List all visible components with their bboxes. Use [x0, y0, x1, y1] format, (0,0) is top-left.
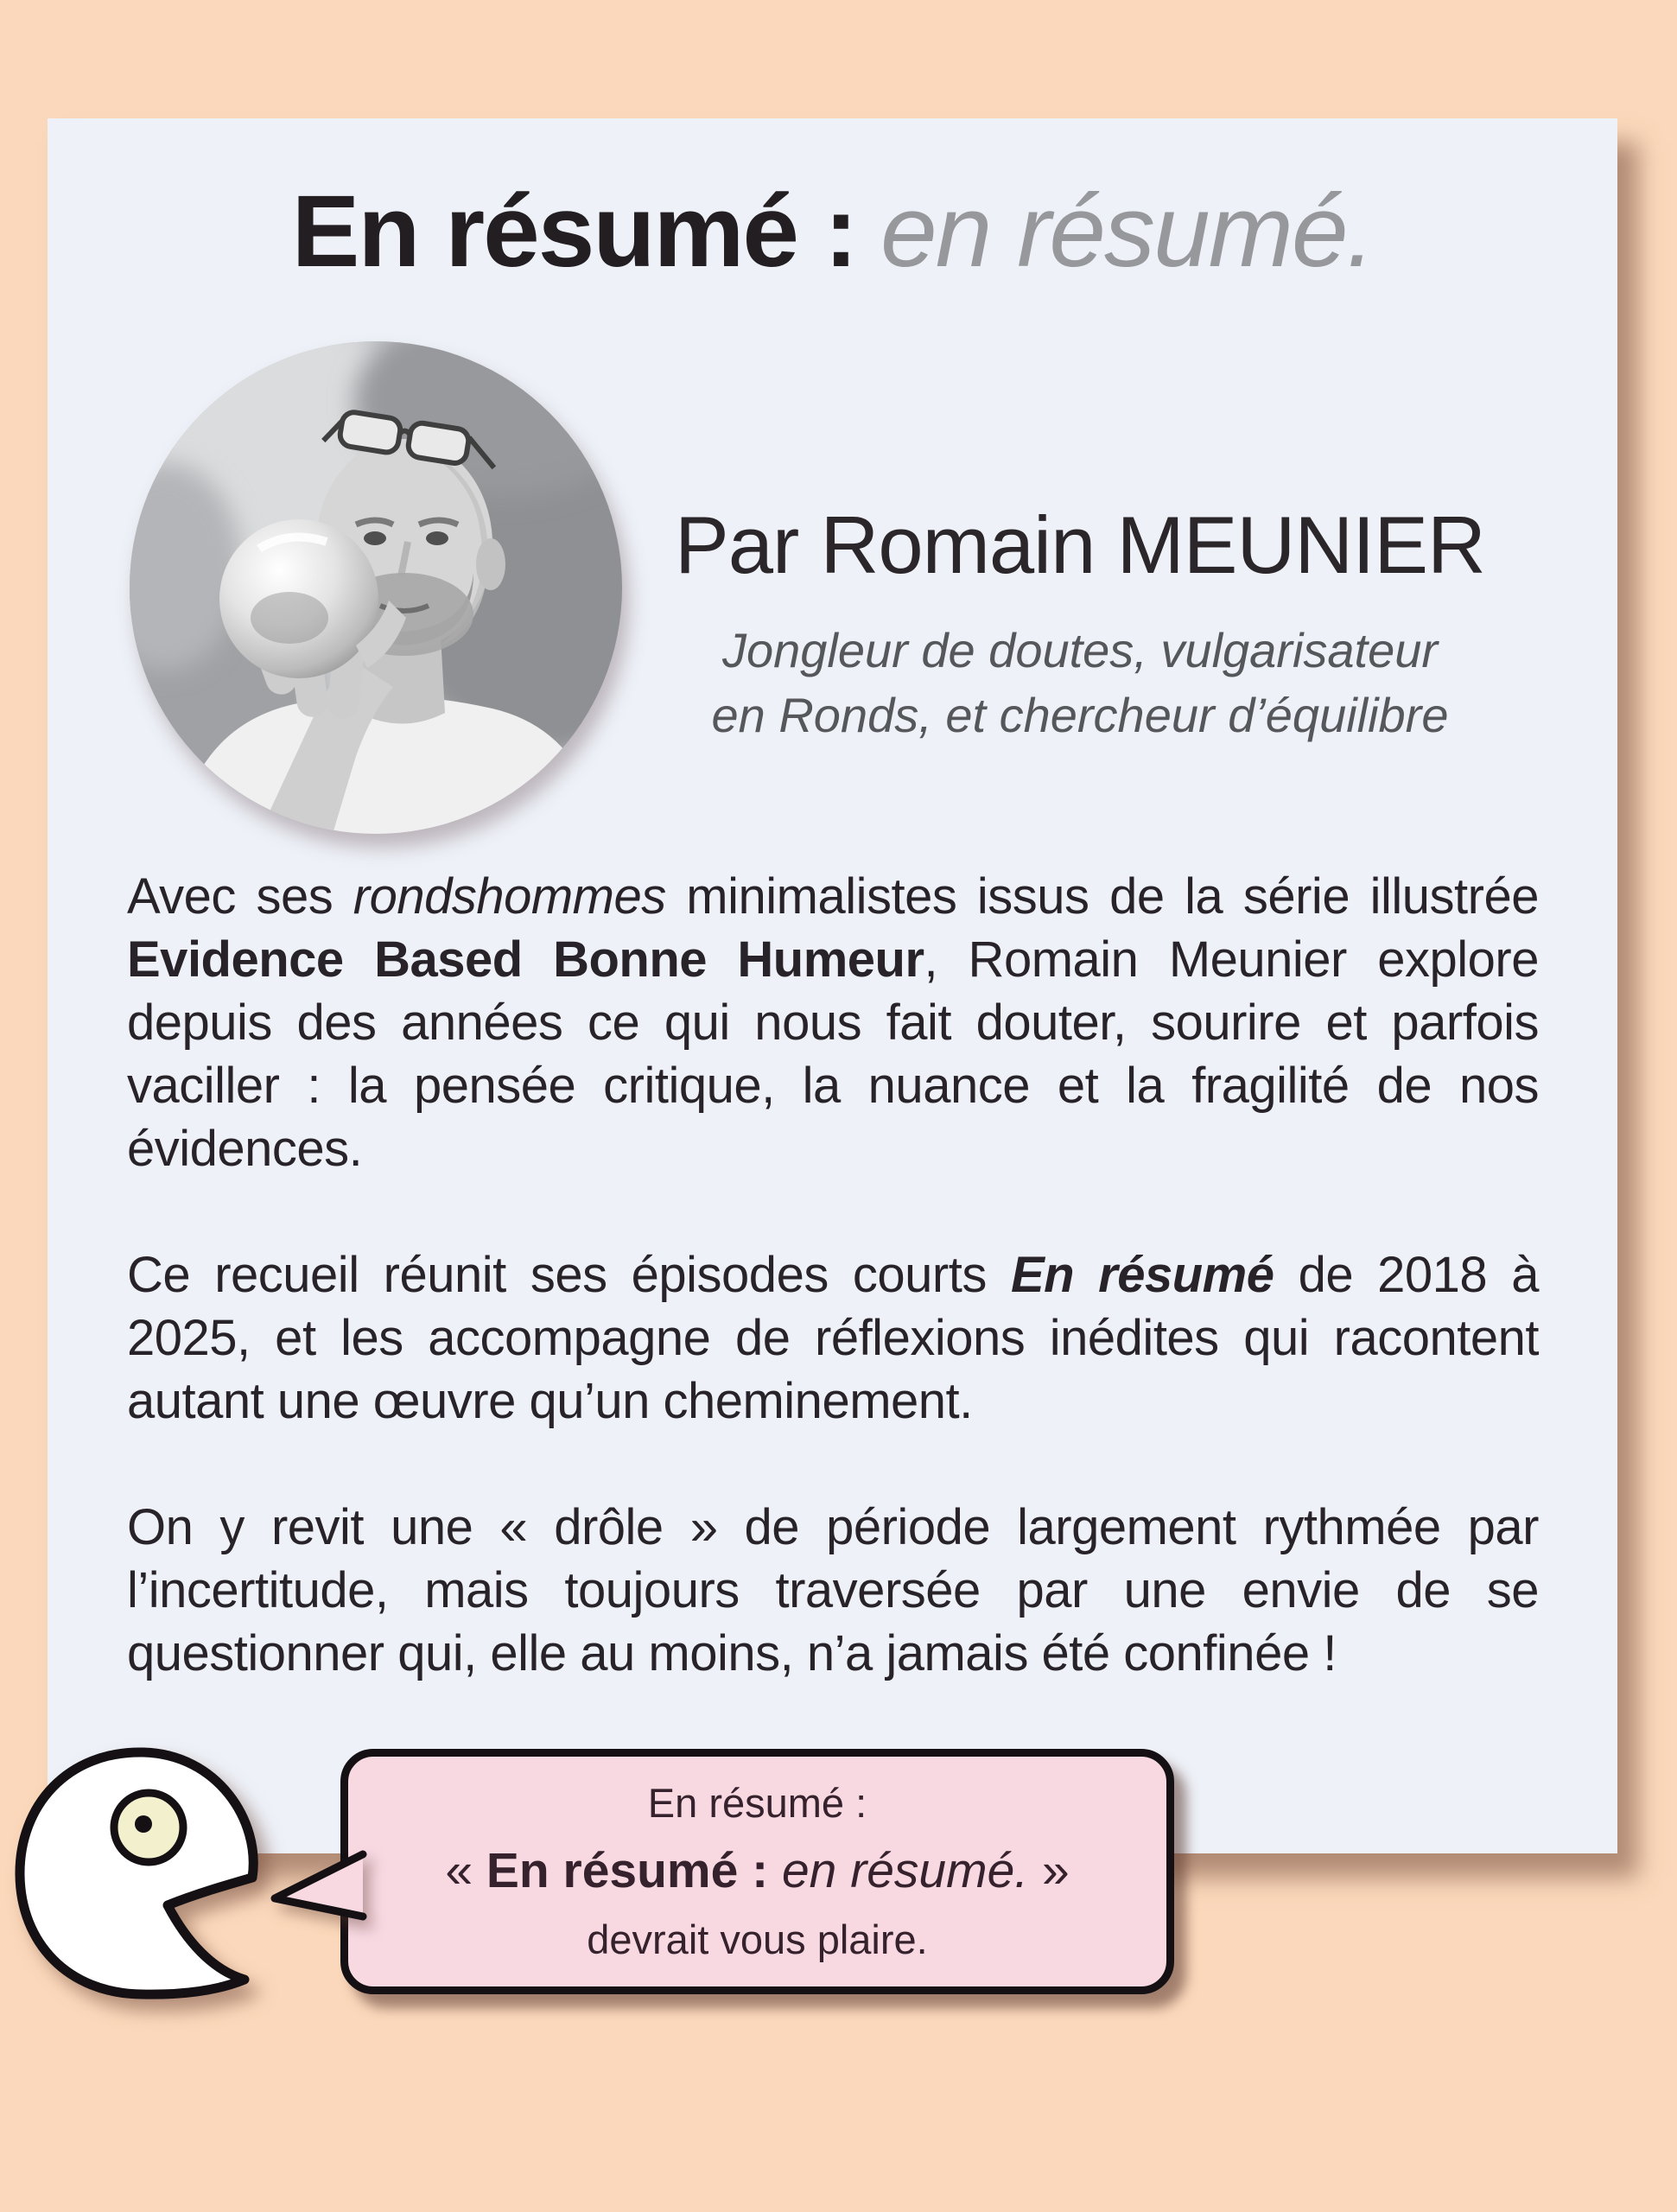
- ear: [476, 538, 505, 590]
- mascot-character: [5, 1738, 290, 2015]
- author-tagline-line-2: en Ronds, et chercheur d’équilibre: [711, 688, 1449, 743]
- bubble-line-1: En résumé :: [647, 1780, 867, 1827]
- title-sub: en résumé.: [880, 175, 1374, 289]
- paragraph-2: Ce recueil réunit ses épisodes courts En résumé de 2018 à 2025, et les accompagne de réflexions inédites qui racontent autant une œuvre qu’un cheminement.: [127, 1247, 1540, 1429]
- author-photo: [130, 341, 622, 834]
- bubble-line-2: « En résumé : en résumé. »: [445, 1843, 1070, 1899]
- portrait-illustration: [130, 341, 622, 834]
- page-title: [48, 174, 1617, 291]
- author-tagline: [592, 618, 1568, 747]
- author-name: Par Romain MEUNIER: [675, 499, 1485, 590]
- description-text: [127, 865, 1539, 1685]
- author-block: [592, 499, 1568, 747]
- mascot-head: [20, 1752, 253, 1994]
- mascot-pupil: [135, 1815, 152, 1833]
- book-back-cover-card: [48, 118, 1617, 1853]
- paragraph-1: Avec ses rondshommes minimalistes issus de la série illustrée Evidence Based Bonne Humeur, Romain Meunier explore depuis des années ce qui nous fait douter, sourire et parfois vaciller : la pensée critique, la nuance et la fragilité de nos évidences.: [127, 868, 1539, 1177]
- speech-bubble: [340, 1749, 1174, 1994]
- bubble-line-3: devrait vous plaire.: [587, 1916, 928, 1962]
- title-main: En résumé :: [291, 175, 857, 289]
- paragraph-3: On y revit une « drôle » de période largement rythmée par l’incertitude, mais toujours traversée par une envie de se questionner qui, elle au moins, n’a jamais été confinée !: [127, 1499, 1539, 1681]
- author-tagline-line-1: Jongleur de doutes, vulgarisateur: [721, 623, 1439, 678]
